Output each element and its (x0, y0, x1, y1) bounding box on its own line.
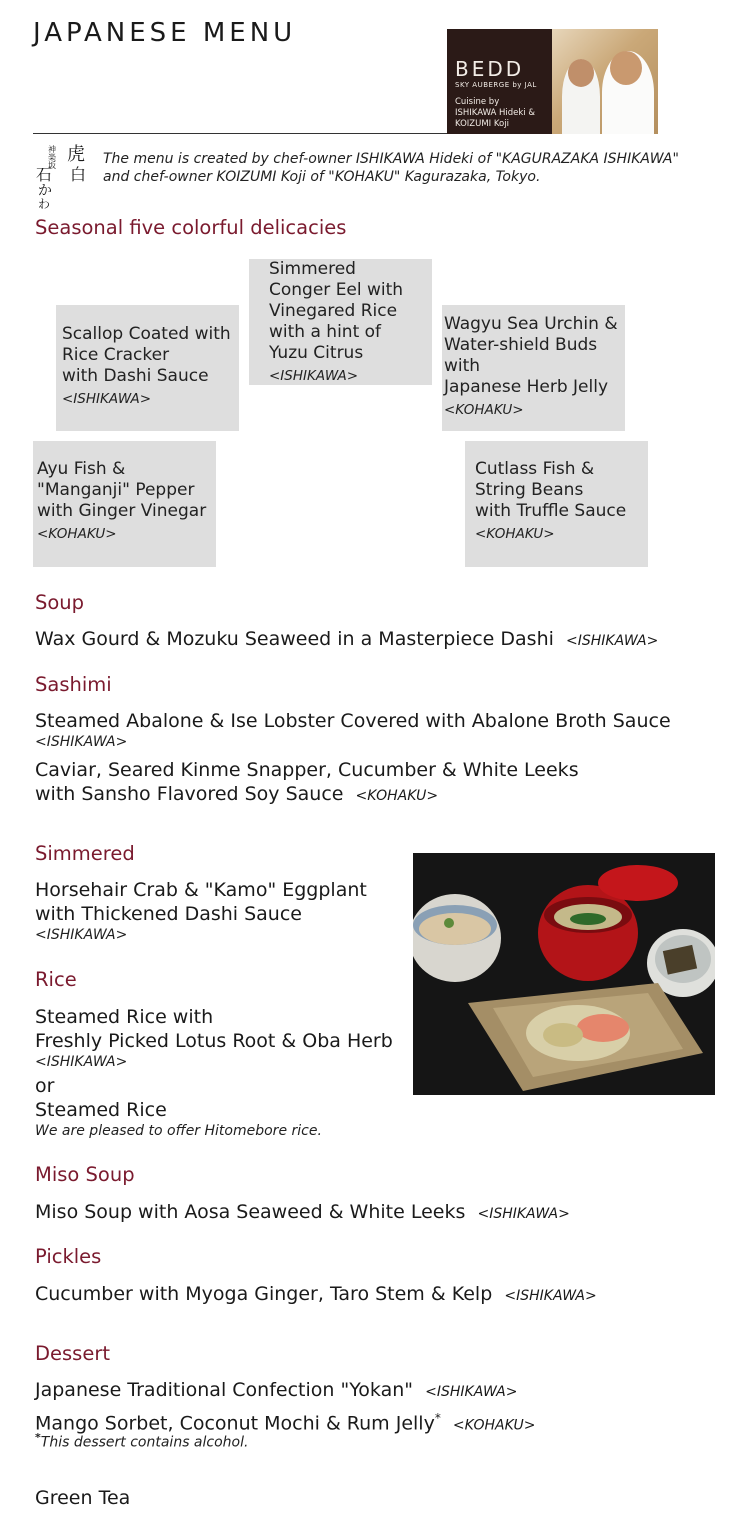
bedd-caption: Cuisine by ISHIKAWA Hideki & KOIZUMI Koji (455, 97, 536, 129)
menu-item: Wax Gourd & Mozuku Seaweed in a Masterpiece Dashi <ISHIKAWA> (35, 628, 659, 650)
page-title: JAPANESE MENU (33, 18, 297, 48)
chef-tag: <ISHIKAWA> (425, 1384, 518, 1400)
chef-tag: <ISHIKAWA> (269, 368, 359, 384)
menu-item: Japanese Traditional Confection "Yokan" <ISHIKAWA> (35, 1379, 518, 1401)
chef-tag: <ISHIKAWA> (62, 391, 152, 407)
delicacy-card: Wagyu Sea Urchin & Water-shield Buds with Japanese Herb Jelly <KOHAKU> (442, 305, 625, 431)
section-heading-rice: Rice (35, 968, 77, 991)
header-rule (33, 133, 448, 134)
chef-tag: <KOHAKU> (475, 526, 555, 542)
alcohol-mark: * (434, 1411, 441, 1425)
menu-item: Steamed Rice with (35, 1006, 214, 1028)
restaurant-logo: 神 虎 楽 白 石 坂 か わ (36, 144, 87, 211)
chef-tag: <KOHAKU> (37, 526, 117, 542)
dessert-note: *This dessert contains alcohol. (35, 1431, 249, 1451)
menu-item: Horsehair Crab & "Kamo" Eggplant (35, 879, 367, 901)
chef-tag: <ISHIKAWA> (35, 927, 128, 943)
delicacy-card: Simmered Conger Eel with Vinegared Rice with a hint of Yuzu Citrus <ISHIKAWA> (249, 259, 432, 385)
bedd-logo-panel (447, 29, 552, 134)
section-heading-delicacies: Seasonal five colorful delicacies (35, 216, 347, 239)
chef-tag: <ISHIKAWA> (477, 1206, 570, 1222)
bedd-banner (447, 29, 658, 134)
rice-note: We are pleased to offer Hitomebore rice. (35, 1123, 322, 1139)
bedd-logo-sub: SKY AUBERGE by JAL (455, 81, 537, 89)
bedd-logo: BEDD (455, 57, 525, 81)
chef-tag: <KOHAKU> (355, 788, 439, 804)
delicacy-card: Ayu Fish & "Manganji" Pepper with Ginger Vinegar <KOHAKU> (33, 441, 216, 567)
section-heading-dessert: Dessert (35, 1342, 110, 1365)
chef-tag: <ISHIKAWA> (35, 1054, 128, 1070)
menu-item: Caviar, Seared Kinme Snapper, Cucumber & White Leeks (35, 759, 579, 781)
dishes-illustration (413, 853, 715, 1095)
menu-item: with Thickened Dashi Sauce (35, 903, 302, 925)
chef-tag: <ISHIKAWA> (35, 734, 128, 750)
menu-item: Miso Soup with Aosa Seaweed & White Leeks <ISHIKAWA> (35, 1201, 570, 1223)
menu-item-green-tea: Green Tea (35, 1487, 131, 1509)
menu-item: Steamed Rice (35, 1099, 167, 1121)
chef-tag: <ISHIKAWA> (504, 1288, 597, 1304)
section-heading-soup: Soup (35, 591, 85, 614)
chefs-photo (552, 29, 658, 134)
section-heading-pickles: Pickles (35, 1245, 102, 1268)
dishes-photo (413, 853, 715, 1095)
delicacy-card: Cutlass Fish & String Beans with Truffle Sauce <KOHAKU> (465, 441, 648, 567)
menu-item: Cucumber with Myoga Ginger, Taro Stem & Kelp <ISHIKAWA> (35, 1283, 597, 1305)
chef-tag: <KOHAKU> (444, 402, 524, 418)
menu-item: Steamed Abalone & Ise Lobster Covered with Abalone Broth Sauce (35, 710, 671, 732)
section-heading-simmered: Simmered (35, 842, 135, 865)
or-text: or (35, 1075, 55, 1097)
menu-item: Freshly Picked Lotus Root & Oba Herb (35, 1030, 393, 1052)
section-heading-sashimi: Sashimi (35, 673, 112, 696)
intro-text: The menu is created by chef-owner ISHIKAWA Hideki of "KAGURAZAKA ISHIKAWA" and chef-owner KOIZUMI Koji of "KOHAKU" Kagurazaka, Tokyo. (103, 151, 679, 185)
delicacy-card: Scallop Coated with Rice Cracker with Dashi Sauce <ISHIKAWA> (56, 305, 239, 431)
section-heading-miso: Miso Soup (35, 1163, 135, 1186)
menu-item: with Sansho Flavored Soy Sauce <KOHAKU> (35, 783, 439, 805)
menu-item: Mango Sorbet, Coconut Mochi & Rum Jelly* <KOHAKU> (35, 1411, 536, 1435)
chef-tag: <ISHIKAWA> (566, 633, 659, 649)
chef-tag: <KOHAKU> (452, 1417, 536, 1434)
